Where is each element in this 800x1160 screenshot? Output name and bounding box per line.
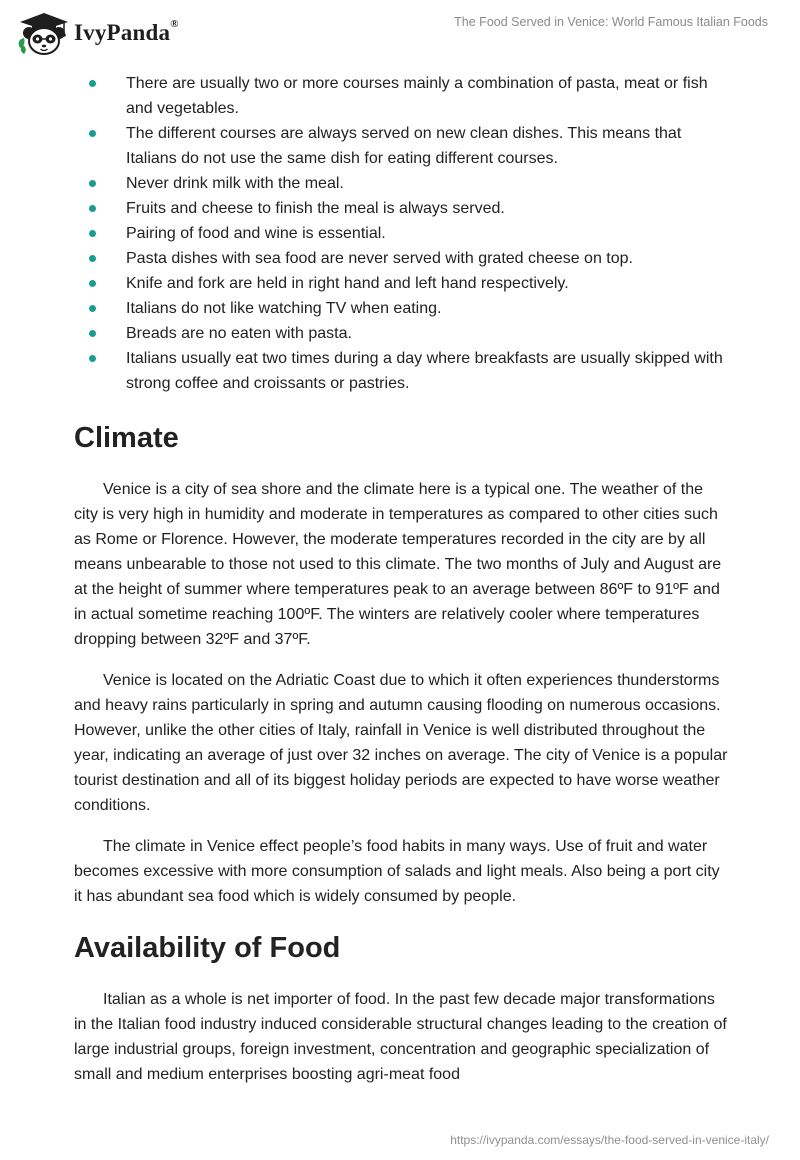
list-item: The different courses are always served on new clean dishes. This means that Italians do not use the same dish for eating different courses. <box>74 121 730 171</box>
climate-paragraph-1: Venice is a city of sea shore and the climate here is a typical one. The weather of the city is very high in humidity and moderate in temperatures as compared to other cities such as Rome or Florence. However, the moderate temperatures recorded in the city are by all means unbearable to those not used to this climate. The two months of July and August are at the height of summer where temperatures peak to an average between 86ºF to 91ºF and in actual sometime reaching 100ºF. The winters are relatively cooler where temperatures dropping between 32ºF and 37ºF. <box>74 481 722 648</box>
climate-paragraph-2: Venice is located on the Adriatic Coast due to which it often experiences thunderstorms and heavy rains particularly in spring and autumn causing flooding on numerous occasions. However, unlike the other cities of Italy, rainfall in Venice is well distributed throughout the year, indicating an average of just over 32 inches on average. The city of Venice is a popular tourist destination and all of its biggest holiday periods are expected to have worse weather conditions. <box>74 672 728 814</box>
climate-paragraph-3: The climate in Venice effect people’s food habits in many ways. Use of fruit and water becomes excessive with more consumption of salads and light meals. Also being a port city it has abundant sea food which is widely consumed by people. <box>74 838 720 905</box>
bullet-icon <box>89 355 96 362</box>
availability-paragraph-1: Italian as a whole is net importer of food. In the past few decade major transformations in the Italian food industry induced considerable structural changes leading to the creation of large industrial groups, foreign investment, concentration and geographic specialization of small and medium enterprises boosting agri-meat food <box>74 991 727 1083</box>
panda-graduate-icon <box>14 8 70 58</box>
dining-rules-list <box>74 71 730 396</box>
list-item: Knife and fork are held in right hand and left hand respectively. <box>74 271 730 296</box>
bullet-icon <box>89 280 96 287</box>
ivypanda-logo[interactable] <box>14 8 179 58</box>
document-title: The Food Served in Venice: World Famous Italian Foods <box>454 15 768 29</box>
availability-heading: Availability of Food <box>74 932 341 964</box>
page-header <box>0 0 800 62</box>
bullet-icon <box>89 230 96 237</box>
logo-wordmark: IvyPanda® <box>74 18 179 45</box>
article-body <box>74 71 730 1087</box>
bullet-icon <box>89 180 96 187</box>
list-item: Never drink milk with the meal. <box>74 171 730 196</box>
climate-heading: Climate <box>74 422 179 454</box>
list-item: Pasta dishes with sea food are never served with grated cheese on top. <box>74 246 730 271</box>
list-item: Fruits and cheese to finish the meal is always served. <box>74 196 730 221</box>
list-item: Breads are no eaten with pasta. <box>74 321 730 346</box>
bullet-icon <box>89 330 96 337</box>
list-item: Pairing of food and wine is essential. <box>74 221 730 246</box>
list-item: Italians do not like watching TV when eating. <box>74 296 730 321</box>
bullet-icon <box>89 130 96 137</box>
list-item: There are usually two or more courses mainly a combination of pasta, meat or fish and vegetables. <box>74 71 730 121</box>
bullet-icon <box>89 205 96 212</box>
source-url[interactable]: https://ivypanda.com/essays/the-food-served-in-venice-italy/ <box>450 1133 769 1147</box>
bullet-icon <box>89 305 96 312</box>
bullet-icon <box>89 80 96 87</box>
list-item: Italians usually eat two times during a day where breakfasts are usually skipped with strong coffee and croissants or pastries. <box>74 346 730 396</box>
bullet-icon <box>89 255 96 262</box>
